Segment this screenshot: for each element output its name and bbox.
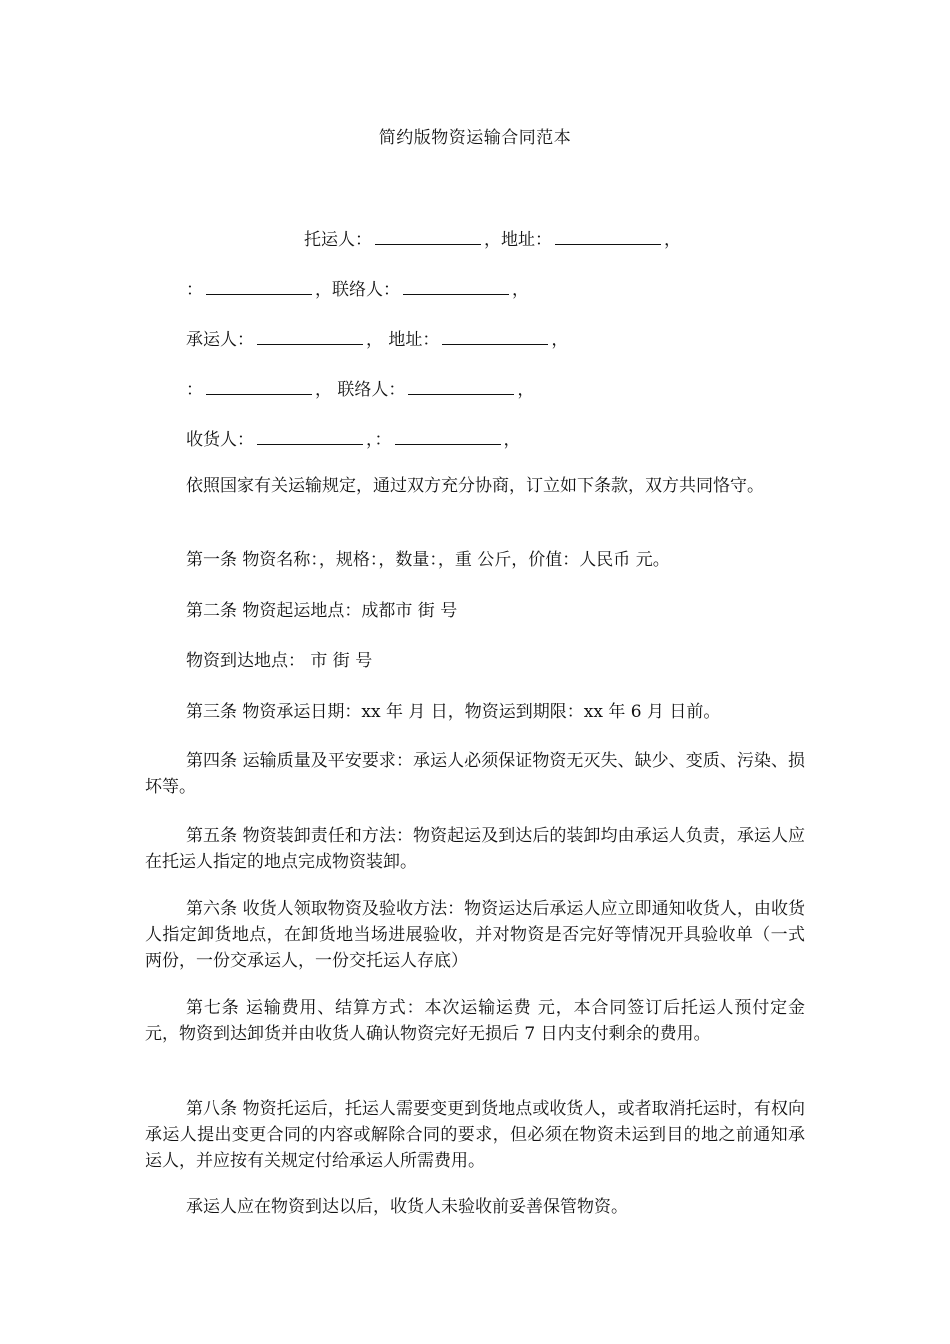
shipper-contact-blank — [403, 276, 509, 295]
consignee-name-blank — [257, 426, 363, 445]
clause-3: 第三条 物资承运日期：xx 年 月 日，物资运到期限：xx 年 6 月 日前。 — [186, 702, 721, 722]
carrier-line — [186, 326, 568, 353]
shipper-contact-label: ，联络人： — [315, 280, 400, 300]
colon-label: ： — [186, 380, 203, 400]
carrier-phone-blank — [206, 376, 312, 395]
clause-6: 第六条 收货人领取物资及验收方法：物资运达后承运人应立即通知收货人，由收货人指定卸货地点，在卸货地当场进展验收，并对物资是否完好等情况开具验收单（一式两份，一份交承运人，一份交托运人存底） — [145, 899, 805, 971]
line-end: ， — [664, 230, 681, 250]
carrier-name-blank — [257, 326, 363, 345]
clause-1: 第一条 物资名称：，规格：，数量：，重 公斤，价值：人民币 元。 — [186, 550, 670, 570]
document-title: 简约版物资运输合同范本 — [378, 128, 572, 148]
shipper-contact-line — [186, 276, 529, 303]
clause-5: 第五条 物资装卸责任和方法：物资起运及到达后的装卸均由承运人负责，承运人应在托运人指定的地点完成物资装卸。 — [145, 826, 805, 872]
line-end: ， — [503, 430, 521, 450]
clause-7: 第七条 运输费用、结算方式：本次运输运费 元，本合同签订后托运人预付定金 元，物资到达卸货并由收货人确认物资完好无损后 7 日内支付剩余的费用。 — [145, 998, 805, 1044]
carrier-address-blank — [442, 326, 548, 345]
line-end: ， — [517, 380, 535, 400]
clause-2-destination: 物资到达地点： 市 街 号 — [186, 651, 373, 671]
line-end: ， — [551, 330, 569, 350]
consignee-colon: ，： — [366, 430, 392, 450]
colon-label: ： — [186, 280, 203, 300]
line-end: ， — [512, 280, 529, 300]
carrier-contact-blank — [408, 376, 514, 395]
shipper-name-blank — [375, 226, 481, 245]
clause-8: 第八条 物资托运后，托运人需要变更到货地点或收货人，或者取消托运时，有权向承运人提出变更合同的内容或解除合同的要求，但必须在物资未运到目的地之前通知承运人，并应按有关规定付给承运人所需费用。 — [145, 1099, 805, 1171]
shipper-label: 托运人： — [304, 230, 372, 250]
shipper-address-blank — [555, 226, 661, 245]
carrier-custody-paragraph: 承运人应在物资到达以后，收货人未验收前妥善保管物资。 — [186, 1197, 628, 1217]
consignee-label: 收货人： — [186, 430, 254, 450]
shipper-address-label: ，地址： — [484, 230, 552, 250]
carrier-contact-line — [186, 376, 534, 403]
shipper-phone-blank — [206, 276, 312, 295]
preamble-paragraph: 依照国家有关运输规定，通过双方充分协商，订立如下条款，双方共同恪守。 — [186, 476, 764, 496]
carrier-contact-label: ， 联络人： — [315, 380, 406, 400]
consignee-phone-blank — [395, 426, 501, 445]
shipper-line — [304, 226, 681, 253]
consignee-line — [186, 426, 521, 453]
carrier-label: 承运人： — [186, 330, 254, 350]
clause-2: 第二条 物资起运地点：成都市 街 号 — [186, 601, 458, 621]
clause-4: 第四条 运输质量及平安要求：承运人必须保证物资无灭失、缺少、变质、污染、损坏等。 — [145, 751, 805, 797]
carrier-address-label: ， 地址： — [366, 330, 440, 350]
